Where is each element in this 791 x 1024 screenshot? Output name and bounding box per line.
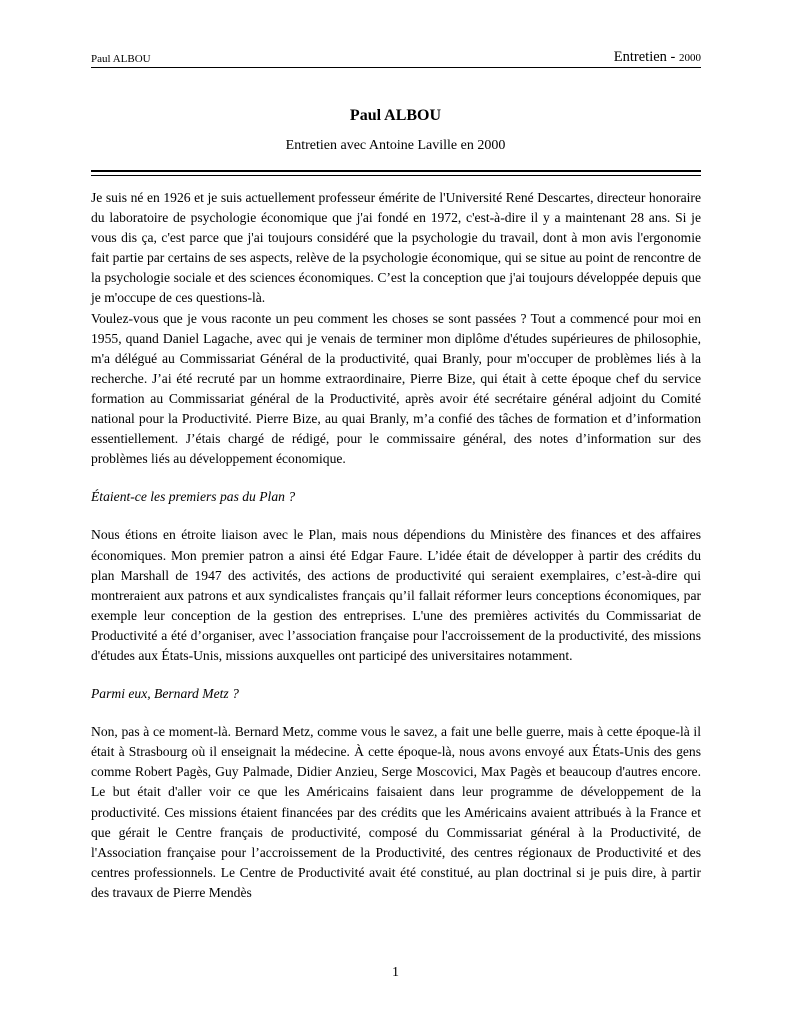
header-year: 2000 <box>679 52 701 64</box>
interview-question: Étaient-ce les premiers pas du Plan ? <box>91 489 296 505</box>
paragraph: Voulez-vous que je vous raconte un peu comment les choses se sont passées ? Tout a commencé pour moi en 1955, quand Daniel Lagache, avec qui je venais de terminer mon diplôme d'études supérieures de philosophie, m'a délégué au Commissariat Général de la productivité, quai Branly, pour m'occuper de problèmes liés à la recherche. J’ai été recruté par un homme extraordinaire, Pierre Bize, qui était à cette époque chef du service formation au Commissariat général de la Productivité, après avoir été secrétaire général adjoint du Comité national pour la Productivité. Pierre Bize, au quai Branly, m’a confié des tâches de formation et d’information essentiellement. J’étais chargé de rédigé, pour le commissaire général, des notes d’information sur des problèmes liés au développement économique. <box>91 310 701 467</box>
header-label: Entretien - <box>613 49 676 65</box>
header-entretien <box>614 49 701 66</box>
paragraph: Je suis né en 1926 et je suis actuellement professeur émérite de l'Université René Descartes, directeur honoraire du laboratoire de psychologie économique que j'ai fondé en 1972, c'est-à-dire il y a maintenant 28 ans. Si je vous dis ça, c'est parce que j'ai toujours considéré que la psychologie du travail, dont à mon avis l'ergonomie fait partie par certains de ses aspects, relève de la psychologie économique, qui se situe au point de rencontre de la psychologie sociale et des sciences économiques. C’est la conception que j'ai toujours développée depuis que je m'occupe de ces questions-là. <box>91 190 701 306</box>
page-subtitle: Entretien avec Antoine Laville en 2000 <box>285 138 506 153</box>
header-rule <box>91 67 701 68</box>
document-body <box>91 188 701 903</box>
paragraph: Non, pas à ce moment-là. Bernard Metz, comme vous le savez, a fait une belle guerre, mais à cette époque-là il était à Strasbourg où il enseignait la médecine. À cette époque-là, nous avons envoyé aux États-Unis des gens comme Robert Pagès, Guy Palmade, Didier Anzieu, Serge Moscovici, Max Pagès et beaucoup d'autres encore. Le but était d'aller voir ce que les Américains faisaient dans leur programme de développement de la productivité. Ces missions étaient financées par des crédits que les Américains avaient attribués à la France et que gérait le Centre français de productivité, composé du Commissariat général à la Productivité, de l'Association française pour l’accroissement de la Productivité, des centres régionaux de Productivité et des centres professionnels. Le Centre de Productivité avait été constitué, au plan doctrinal si je puis dire, à partir des travaux de Pierre Mendès <box>91 724 701 900</box>
page-number: 1 <box>392 965 399 980</box>
paragraph: Nous étions en étroite liaison avec le Plan, mais nous dépendions du Ministère des finances et des affaires économiques. Mon premier patron a ainsi été Edgar Faure. L’idée était de développer à partir des crédits du plan Marshall de 1947 des activités, des actions de productivité qui seraient exemplaires, c’est-à-dire qui montreraient aux patrons et aux syndicalistes français qu’il fallait réformer leurs conceptions économiques, par exemple leur conception de la gestion des entreprises. L'une des premières activités du Commissariat de Productivité a été d’organiser, avec l’association française pour l'accroissement de la productivité, des missions d'études aux États-Unis, missions auxquelles ont participé des universitaires notamment. <box>91 527 701 663</box>
title-rule-thin <box>91 175 701 176</box>
interview-question: Parmi eux, Bernard Metz ? <box>91 686 239 702</box>
header-author: Paul ALBOU <box>91 53 151 65</box>
title-rule-thick <box>91 170 701 172</box>
page-title: Paul ALBOU <box>349 107 442 124</box>
